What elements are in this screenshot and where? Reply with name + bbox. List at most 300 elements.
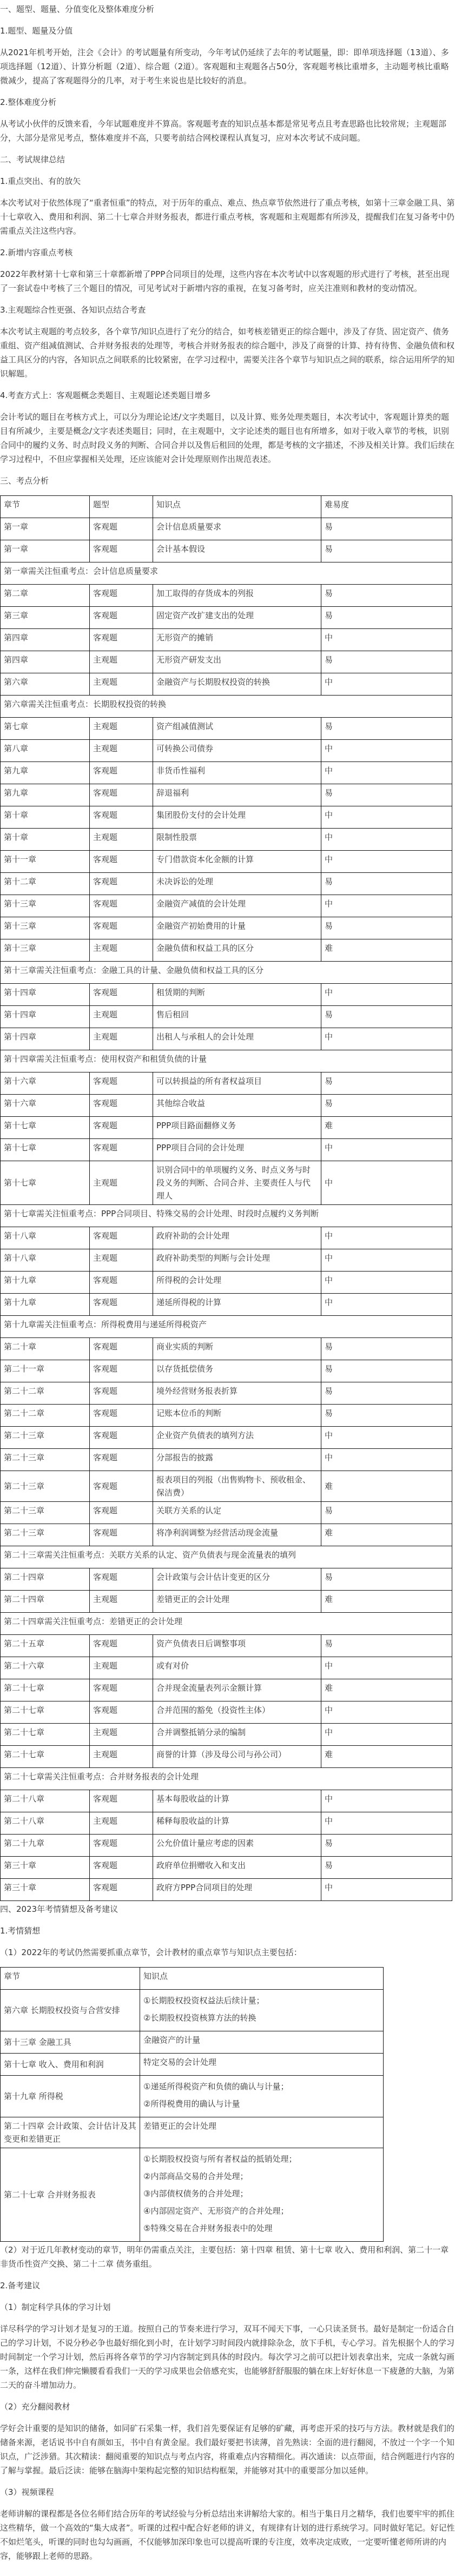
table-header-row xyxy=(1,496,452,518)
chapter-cell: 第二十一章 xyxy=(1,1360,90,1382)
knowledge-points-cell xyxy=(140,2148,384,2242)
chapter-cell: 第十二章 xyxy=(1,873,90,895)
table-row xyxy=(1,1382,452,1405)
knowledge-points-cell xyxy=(140,2054,384,2076)
difficulty-cell: 中 xyxy=(321,1427,452,1449)
difficulty-cell: 易 xyxy=(321,585,452,607)
table-row xyxy=(1,1502,452,1524)
subsection-title: （2）充分翻阅教材 xyxy=(0,2402,70,2412)
type-cell: 客观题 xyxy=(90,1427,153,1449)
difficulty-cell: 易 xyxy=(321,1382,452,1405)
knowledge-point-cell: 资产负债表日后调整事项 xyxy=(153,1635,321,1657)
type-cell: 客观题 xyxy=(90,1405,153,1427)
knowledge-point-cell: 将净利润调整为经营活动现金流量 xyxy=(153,1524,321,1546)
chapter-cell: 第十三章 xyxy=(1,895,90,917)
chapter-cell: 第二十四章 会计政策、会计估计及其变更和差错更正 xyxy=(1,2117,140,2148)
table-row xyxy=(1,673,452,696)
table-row xyxy=(1,2117,384,2148)
chapter-cell: 第二十八章 xyxy=(1,1790,90,1812)
difficulty-cell: 难 xyxy=(321,1746,452,1768)
difficulty-cell: 中 xyxy=(321,1139,452,1161)
section-title: 四、2023年考情猜想及备考建议 xyxy=(0,1904,118,1914)
type-cell: 客观题 xyxy=(90,1835,153,1857)
column-header: 章节 xyxy=(1,1968,140,1990)
knowledge-point: ⑤特殊交易在合并财务报表中的处理 xyxy=(143,2223,273,2233)
paragraph: （1）2022年的考试仍然需要抓重点章节，会计教材的重点章节与知识点主要包括： xyxy=(0,1948,302,1957)
table-row xyxy=(1,1812,452,1835)
difficulty-cell: 中 xyxy=(321,1790,452,1812)
type-cell: 客观题 xyxy=(90,1701,153,1724)
table-row xyxy=(1,651,452,673)
focus-note: 第二十七章需关注恒重考点：合并财务报表的会计处理 xyxy=(1,1768,452,1790)
chapter-cell: 第九章 xyxy=(1,784,90,806)
focus-note-row xyxy=(1,1546,452,1568)
knowledge-points-cell xyxy=(140,1990,384,2031)
difficulty-cell: 易 xyxy=(321,1568,452,1591)
focus-note-row xyxy=(1,562,452,585)
table-row xyxy=(1,1338,452,1360)
chapter-cell: 第二十八章 xyxy=(1,1812,90,1835)
chapter-cell: 第十四章 xyxy=(1,1028,90,1050)
table-row xyxy=(1,607,452,629)
difficulty-cell: 易 xyxy=(321,1857,452,1879)
difficulty-cell: 中 xyxy=(321,1294,452,1316)
type-cell: 客观题 xyxy=(90,873,153,895)
difficulty-cell: 中 xyxy=(321,1701,452,1724)
knowledge-point: ②所得税费用的确认与计量 xyxy=(143,2099,240,2109)
chapter-cell: 第四章 xyxy=(1,629,90,651)
type-cell: 主观题 xyxy=(90,651,153,673)
table-row xyxy=(1,2031,384,2054)
knowledge-point-cell: 会计政策与会计估计变更的区分 xyxy=(153,1568,321,1591)
focus-note: 第二十四章需关注恒重考点：差错更正的会计处理 xyxy=(1,1613,452,1635)
table-row xyxy=(1,1790,452,1812)
knowledge-point-cell: 金融资产初始费用的计量 xyxy=(153,917,321,939)
knowledge-point-cell: PPP项目合同的会计处理 xyxy=(153,1139,321,1161)
knowledge-point-cell: 辞退福利 xyxy=(153,784,321,806)
type-cell: 客观题 xyxy=(90,917,153,939)
chapter-cell: 第十九章 xyxy=(1,1294,90,1316)
knowledge-point-cell: 无形资产的摊销 xyxy=(153,629,321,651)
knowledge-point-cell: 分部报告的披露 xyxy=(153,1449,321,1471)
knowledge-point-cell: 境外经营财务报表折算 xyxy=(153,1382,321,1405)
column-header: 章节 xyxy=(1,496,90,518)
chapter-cell: 第二十七章 xyxy=(1,1746,90,1768)
type-cell: 客观题 xyxy=(90,1382,153,1405)
knowledge-point-cell: 记账本位币的判断 xyxy=(153,1405,321,1427)
chapter-cell: 第二十二章 xyxy=(1,1405,90,1427)
subsection-title: （1）制定科学具体的学习计划 xyxy=(0,2302,111,2312)
type-cell: 客观题 xyxy=(90,540,153,562)
chapter-cell: 第十九章 所得税 xyxy=(1,2076,140,2117)
chapter-cell: 第九章 xyxy=(1,762,90,784)
focus-note-row xyxy=(1,696,452,718)
table-row xyxy=(1,629,452,651)
paragraph: 2022年教材第十七章和第三十章都新增了PPP合同项目的处理，这些内容在本次考试中以客观题的形式进行了考核，甚至出现了一套试卷中考核了三个题目的情况，可见考试对于新增内容的重视，在复习备考时，应关注准则和教材的变动情况。 xyxy=(0,269,450,293)
column-header: 难易度 xyxy=(321,496,452,518)
table-row xyxy=(1,1724,452,1746)
subsection-title: 1.考情猜想 xyxy=(0,1926,41,1936)
difficulty-cell: 易 xyxy=(321,1095,452,1117)
paragraph: 老师讲解的课程都是各位名师们结合历年的考试经验与分析总结出来讲解给大家的。相当于集日月之精华，我们也要牢牢的抓住这些精华，做一个高效的“集大成者”。听课的过程中配合好老师的讲义，有规律有计划的进行系统学习。同时做好笔记。好记性不如烂笔头，听课的同时也勾勾画画，不仅能够加深印象也可以提高听课的专注度，效率决定成败，一定要听懂老师所讲的内容，能够跟上老师的思路。 xyxy=(0,2509,455,2561)
knowledge-point-cell: 识别合同中的单项履约义务、时点义务与时段义务的判断、合同合并、主要责任人与代理人 xyxy=(153,1161,321,1205)
knowledge-point-cell: 未决诉讼的处理 xyxy=(153,873,321,895)
type-cell: 客观题 xyxy=(90,762,153,784)
table-row xyxy=(1,1272,452,1294)
difficulty-cell: 中 xyxy=(321,673,452,696)
focus-note-row xyxy=(1,1316,452,1338)
knowledge-point-cell: 合并调整抵销分录的编制 xyxy=(153,1724,321,1746)
knowledge-point-cell: 商业实质的判断 xyxy=(153,1338,321,1360)
knowledge-point-cell: 售后租回 xyxy=(153,1006,321,1028)
subsection-title: 2.新增内容重点考核 xyxy=(0,248,73,257)
difficulty-cell: 中 xyxy=(321,1812,452,1835)
section-title: 二、考试规律总结 xyxy=(0,155,65,164)
table-row xyxy=(1,939,452,962)
table-row xyxy=(1,1857,452,1879)
table-row xyxy=(1,540,452,562)
difficulty-cell: 中 xyxy=(321,1161,452,1205)
table-row xyxy=(1,1746,452,1768)
subsection-title: 1.重点突出、有的放矢 xyxy=(0,176,81,186)
chapter-cell: 第十三章 金融工具 xyxy=(1,2031,140,2054)
knowledge-point-cell: 固定资产改扩建支出的处理 xyxy=(153,607,321,629)
knowledge-point-cell: 公允价值计量应考虑的因素 xyxy=(153,1835,321,1857)
table-row xyxy=(1,1835,452,1857)
type-cell: 客观题 xyxy=(90,1679,153,1701)
chapter-cell: 第二十七章 xyxy=(1,1724,90,1746)
type-cell: 主观题 xyxy=(90,939,153,962)
table-row xyxy=(1,1360,452,1382)
difficulty-cell: 中 xyxy=(321,1249,452,1272)
difficulty-cell: 难 xyxy=(321,1591,452,1613)
focus-note-row xyxy=(1,1768,452,1790)
table-row xyxy=(1,1117,452,1139)
difficulty-cell: 易 xyxy=(321,1360,452,1382)
knowledge-point-cell: 政府单位捐赠收入和支出 xyxy=(153,1857,321,1879)
type-cell: 客观题 xyxy=(90,1338,153,1360)
chapter-cell: 第十六章 xyxy=(1,1095,90,1117)
type-cell: 客观题 xyxy=(90,1568,153,1591)
difficulty-cell: 中 xyxy=(321,829,452,851)
difficulty-cell: 难 xyxy=(321,1117,452,1139)
difficulty-cell: 易 xyxy=(321,873,452,895)
knowledge-point: ①长期股权投资权益法后续计量； xyxy=(143,1996,265,2005)
paragraph: 从考试小伙伴的反馈来看，今年试题难度并不算高。客观题考查的知识点基本都是常见考点且考查思路也比较常规；主观题部分，大部分是常见考点，整体难度并不高，只要考前结合网校课程认真复习，应对本次考试不成问题。 xyxy=(0,119,447,143)
table-row xyxy=(1,1568,452,1591)
chapter-cell: 第二十七章 xyxy=(1,1701,90,1724)
difficulty-cell: 难 xyxy=(321,1471,452,1502)
table-row xyxy=(1,1072,452,1095)
knowledge-point-cell: 金融资产减值的会计处理 xyxy=(153,895,321,917)
chapter-cell: 第十八章 xyxy=(1,1249,90,1272)
type-cell: 主观题 xyxy=(90,1724,153,1746)
subsection-title: 2.备考建议 xyxy=(0,2281,41,2290)
table-row xyxy=(1,895,452,917)
knowledge-points-cell xyxy=(140,2117,384,2148)
difficulty-cell: 易 xyxy=(321,784,452,806)
table-row xyxy=(1,1701,452,1724)
knowledge-point-cell: 以存货抵偿债务 xyxy=(153,1360,321,1382)
table-row xyxy=(1,2076,384,2117)
table-row xyxy=(1,1028,452,1050)
chapter-cell: 第十一章 xyxy=(1,851,90,873)
difficulty-cell: 中 xyxy=(321,762,452,784)
knowledge-point-cell: 加工取得的存货成本的列报 xyxy=(153,585,321,607)
paragraph: 详尽科学的学习计划才是复习的王道。按照自己的节奏来进行学习，双耳不闻天下事，一心只读圣贤书。最好是制定一份适合自己的学习计划，不说分秒必争也最好细化到小时，在计划学习时间段内就排除杂念，放下手机，专心学习。首先根据个人的学习时间制定一个学习计划，然后再将各章节的学习内容制定到具体的时段内。每次学习之前可以把计划表拿出来，完成一条就勾画一条，这样在我们伸完懒腰看看我们一天的学习成果也会倍感充实，也能够舒舒服服的躺在床上好好休息一下疲惫的大脑，为第二天的奋斗增加动力。 xyxy=(0,2324,455,2390)
table-row xyxy=(1,1006,452,1028)
knowledge-point-cell: 其他综合收益 xyxy=(153,1095,321,1117)
table-row xyxy=(1,1990,384,2031)
type-cell: 客观题 xyxy=(90,518,153,540)
knowledge-point: 特定交易的会计处理 xyxy=(143,2057,217,2067)
chapter-cell: 第二十四章 xyxy=(1,1568,90,1591)
table-row xyxy=(1,873,452,895)
table-row xyxy=(1,1449,452,1471)
difficulty-cell: 中 xyxy=(321,1657,452,1679)
knowledge-point-cell: 差错更正的会计处理 xyxy=(153,1591,321,1613)
knowledge-point-cell: 商誉的计算（涉及母公司与孙公司） xyxy=(153,1746,321,1768)
focus-note: 第十七章需关注恒重考点：PPP合同项目、特殊交易的会计处理、时段时点履约义务判断 xyxy=(1,1205,452,1227)
difficulty-cell: 易 xyxy=(321,1835,452,1857)
difficulty-cell: 易 xyxy=(321,718,452,740)
focus-note: 第二十三章需关注恒重考点：关联方关系的认定、资产负债表与现金流量表的填列 xyxy=(1,1546,452,1568)
difficulty-cell: 易 xyxy=(321,651,452,673)
type-cell: 客观题 xyxy=(90,1360,153,1382)
chapter-cell: 第十七章 xyxy=(1,1139,90,1161)
type-cell: 客观题 xyxy=(90,984,153,1006)
chapter-cell: 第十三章 xyxy=(1,917,90,939)
chapter-cell: 第十七章 收入、费用和利润 xyxy=(1,2054,140,2076)
knowledge-point-cell: 合并范围的豁免（投资性主体） xyxy=(153,1701,321,1724)
knowledge-point-cell: 出租人与承租人的会计处理 xyxy=(153,1028,321,1050)
section-title: 三、考点分析 xyxy=(0,476,49,486)
chapter-cell: 第二十三章 xyxy=(1,1502,90,1524)
subsection-title: 2.整体难度分析 xyxy=(0,97,57,107)
knowledge-point-cell: 关联方关系的认定 xyxy=(153,1502,321,1524)
type-cell: 客观题 xyxy=(90,1294,153,1316)
table-row xyxy=(1,784,452,806)
table-row xyxy=(1,829,452,851)
column-header: 知识点 xyxy=(140,1968,384,1990)
knowledge-point-cell: 租赁期的判断 xyxy=(153,984,321,1006)
table-row xyxy=(1,1139,452,1161)
type-cell: 客观题 xyxy=(90,806,153,829)
key-chapters-table xyxy=(0,1967,384,2242)
difficulty-cell: 难 xyxy=(321,1679,452,1701)
chapter-cell: 第二十三章 xyxy=(1,1449,90,1471)
knowledge-point-cell: 所得税的会计处理 xyxy=(153,1272,321,1294)
table-row xyxy=(1,2148,384,2242)
chapter-cell: 第六章 xyxy=(1,673,90,696)
difficulty-cell: 中 xyxy=(321,1227,452,1249)
difficulty-cell: 易 xyxy=(321,540,452,562)
focus-note: 第十四章需关注恒重考点：使用权资产和租赁负债的计量 xyxy=(1,1050,452,1072)
focus-note: 第十九章需关注恒重考点：所得税费用与递延所得税资产 xyxy=(1,1316,452,1338)
type-cell: 客观题 xyxy=(90,1524,153,1546)
chapter-cell: 第三章 xyxy=(1,607,90,629)
knowledge-point-cell: 资产组减值测试 xyxy=(153,718,321,740)
chapter-cell: 第二十三章 xyxy=(1,1524,90,1546)
type-cell: 主观题 xyxy=(90,1657,153,1679)
exam-points-table xyxy=(0,495,452,1901)
difficulty-cell: 易 xyxy=(321,1502,452,1524)
type-cell: 主观题 xyxy=(90,1746,153,1768)
knowledge-point-cell: 会计基本假设 xyxy=(153,540,321,562)
table-row xyxy=(1,1427,452,1449)
column-header: 题型 xyxy=(90,496,153,518)
type-cell: 客观题 xyxy=(90,1879,153,1901)
difficulty-cell: 难 xyxy=(321,939,452,962)
chapter-cell: 第十章 xyxy=(1,806,90,829)
table-row xyxy=(1,2054,384,2076)
knowledge-point-cell: 稀释每股收益的计算 xyxy=(153,1812,321,1835)
difficulty-cell: 中 xyxy=(321,895,452,917)
type-cell: 客观题 xyxy=(90,1072,153,1095)
difficulty-cell: 中 xyxy=(321,629,452,651)
difficulty-cell: 易 xyxy=(321,1006,452,1028)
paragraph: 本次考试对于依然体现了“重者恒重”的特点，对于历年的重点、难点、热点章节依然进行了重点考核，如第十三章金融工具、第十七章收入、费用和利润、第二十七章合并财务报表，都进行重点考核，客观题和主观题都有所涉及，提醒我们在复习备考中仍需重点关注这些内容。 xyxy=(0,198,455,236)
knowledge-point-cell: 非货币性福利 xyxy=(153,762,321,784)
table-row xyxy=(1,1249,452,1272)
chapter-cell: 第十六章 xyxy=(1,1072,90,1095)
knowledge-points-cell xyxy=(140,2031,384,2054)
knowledge-point-cell: 基本每股收益的计算 xyxy=(153,1790,321,1812)
table-row xyxy=(1,1294,452,1316)
table-header-row xyxy=(1,1968,384,1990)
chapter-cell: 第二十三章 xyxy=(1,1471,90,1502)
knowledge-point-cell: PPP项目路面翻修义务 xyxy=(153,1117,321,1139)
chapter-cell: 第八章 xyxy=(1,740,90,762)
paragraph: 本次考试主观题的考点较多，各个章节/知识点进行了充分的结合，如考核差错更正的综合题中，涉及了存货、固定资产、债务重组、资产组减值测试、合并财务报表的处理等，考核合并财务报表的综合题中，涉及了商誉的计算、持有待售、金融负债和权益工具区分的内容，各知识点之间联系的比较紧密，在学习过程中，需要关注各个章节与知识点之间的联系，综合运用所学的知识解题。 xyxy=(0,327,455,379)
type-cell: 主观题 xyxy=(90,740,153,762)
chapter-cell: 第二十四章 xyxy=(1,1591,90,1613)
difficulty-cell: 中 xyxy=(321,1879,452,1901)
chapter-cell: 第二十七章 合并财务报表 xyxy=(1,2148,140,2242)
focus-note: 第一章需关注恒重考点：会计信息质量要求 xyxy=(1,562,452,585)
table-row xyxy=(1,1657,452,1679)
knowledge-point-cell: 政府补助的会计处理 xyxy=(153,1227,321,1249)
difficulty-cell: 易 xyxy=(321,1072,452,1095)
table-row xyxy=(1,585,452,607)
type-cell: 主观题 xyxy=(90,1249,153,1272)
knowledge-point-cell: 或有对价 xyxy=(153,1657,321,1679)
chapter-cell: 第十七章 xyxy=(1,1161,90,1205)
table-row xyxy=(1,984,452,1006)
table-row xyxy=(1,1405,452,1427)
type-cell: 客观题 xyxy=(90,1139,153,1161)
chapter-cell: 第二十九章 xyxy=(1,1835,90,1857)
table-row xyxy=(1,806,452,829)
difficulty-cell: 中 xyxy=(321,1272,452,1294)
type-cell: 客观题 xyxy=(90,1471,153,1502)
type-cell: 客观题 xyxy=(90,1227,153,1249)
type-cell: 主观题 xyxy=(90,1028,153,1050)
column-header: 知识点 xyxy=(153,496,321,518)
chapter-cell: 第十四章 xyxy=(1,984,90,1006)
knowledge-point: ③内部债权债务的合并处理； xyxy=(143,2189,248,2198)
type-cell: 主观题 xyxy=(90,673,153,696)
knowledge-point-cell: 金融负债和权益工具的区分 xyxy=(153,939,321,962)
chapter-cell: 第二十六章 xyxy=(1,1657,90,1679)
table-row xyxy=(1,1227,452,1249)
table-row xyxy=(1,518,452,540)
chapter-cell: 第七章 xyxy=(1,718,90,740)
type-cell: 客观题 xyxy=(90,585,153,607)
type-cell: 客观题 xyxy=(90,1635,153,1657)
type-cell: 主观题 xyxy=(90,1812,153,1835)
knowledge-point-cell: 会计信息质量要求 xyxy=(153,518,321,540)
type-cell: 客观题 xyxy=(90,1502,153,1524)
knowledge-point-cell: 报表项目的列报（出售购物卡、预收租金、保洁费） xyxy=(153,1471,321,1502)
knowledge-point-cell: 递延所得税的计算 xyxy=(153,1294,321,1316)
chapter-cell: 第一章 xyxy=(1,540,90,562)
difficulty-cell: 易 xyxy=(321,518,452,540)
chapter-cell: 第一章 xyxy=(1,518,90,540)
knowledge-point-cell: 合并现金流量表列示金额计算 xyxy=(153,1679,321,1701)
paragraph: 从2021年机考开始，注会《会计》的考试题量有所变动，今年考试仍延续了去年的考试题量，即：即单项选择题（13道）、多项选择题（12道）、计算分析题（2道）、综合题（2道）。客观题和主观题各占50分，客观题考核比重增多，主动题考核比重略微减少，提高了客观题得分的几率，对于考生来说也是比较好的消息。 xyxy=(0,48,449,85)
type-cell: 客观题 xyxy=(90,895,153,917)
knowledge-point-cell: 政府补助类型的判断与会计处理 xyxy=(153,1249,321,1272)
difficulty-cell: 易 xyxy=(321,607,452,629)
table-row xyxy=(1,740,452,762)
table-row xyxy=(1,1679,452,1701)
knowledge-point-cell: 政府方PPP合同项目的处理 xyxy=(153,1879,321,1901)
paragraph: 学好会计重要的是知识的储备，如同矿石采集一样，我们首先要保证有足够的矿藏，再考虑开采的技巧与方法。教材就是我们的储备来源，老话说书中自有颜如玉，书中自有黄金屋。我们最好要把书读薄，首先熟读：全面的进行翻阅，不放过一个字一个知识点，广泛涉猎。其次精读：翻阅重要的知识点与考点内容，将重难点内容精细化。再次通读：以点带面，结合例题进行内容的了解与掌握。最后泛读：能够在脑海中架构起完整的知识结构框架，并能够对其中的重要部分加以延伸。 xyxy=(0,2423,455,2475)
chapter-cell: 第二十三章 xyxy=(1,1427,90,1449)
subsection-title: 4.考查方式上：客观题概念类题目、主观题论述类题目增多 xyxy=(0,390,211,400)
difficulty-cell: 中 xyxy=(321,740,452,762)
chapter-cell: 第四章 xyxy=(1,651,90,673)
knowledge-point: 差错更正的会计处理 xyxy=(143,2121,217,2131)
chapter-cell: 第二十章 xyxy=(1,1338,90,1360)
focus-note-row xyxy=(1,962,452,984)
paragraph: 会计考试的题目在考核方式上，可以分为理论论述/文字类题目，以及计算、账务处理类题目，本次考试中，客观题计算类的题目有所减少，主要是概念/文字表述类题目；同时，在主观题中，文字论述类的题目也有所增多，如对于收入章节的考核，识别合同中的履约义务、时点时段义务的判断、合同合并以及售后租回的处理，都是考核的文字描述，不涉及相关计算。我们后续在学习过程中，不但应掌握相关处理，还应该能对会计处理原则作出规范表述。 xyxy=(0,412,455,464)
difficulty-cell: 中 xyxy=(321,1449,452,1471)
difficulty-cell: 中 xyxy=(321,1724,452,1746)
table-row xyxy=(1,762,452,784)
knowledge-point: 金融资产的计量 xyxy=(143,2035,201,2045)
focus-note-row xyxy=(1,1050,452,1072)
type-cell: 客观题 xyxy=(90,1095,153,1117)
difficulty-cell: 难 xyxy=(321,1524,452,1546)
focus-note-row xyxy=(1,1205,452,1227)
type-cell: 客观题 xyxy=(90,607,153,629)
subsection-title: 3.主观题综合性更强、各知识点结合考查 xyxy=(0,305,146,315)
table-row xyxy=(1,1635,452,1657)
chapter-cell: 第二十五章 xyxy=(1,1635,90,1657)
difficulty-cell: 易 xyxy=(321,1338,452,1360)
difficulty-cell: 易 xyxy=(321,1635,452,1657)
knowledge-point: ①长期股权投资与所有者权益的抵销处理； xyxy=(143,2154,297,2164)
table-row xyxy=(1,1471,452,1502)
subsection-title: 1.题型、题量及分值 xyxy=(0,26,73,36)
knowledge-point: ①递延所得税资产和负债的确认与计量； xyxy=(143,2082,289,2091)
type-cell: 客观题 xyxy=(90,1449,153,1471)
chapter-cell: 第十章 xyxy=(1,829,90,851)
table-row xyxy=(1,851,452,873)
knowledge-point: ②内部商品交易的合并处理； xyxy=(143,2171,248,2181)
difficulty-cell: 易 xyxy=(321,1405,452,1427)
table-row xyxy=(1,1591,452,1613)
type-cell: 主观题 xyxy=(90,1006,153,1028)
type-cell: 客观题 xyxy=(90,1272,153,1294)
type-cell: 客观题 xyxy=(90,629,153,651)
paragraph: （2）对于近几年教材变动的章节，明年仍需重点关注，主要包括：第十四章 租赁、第十七章 收入、费用和利润、第二十一章 非货币性资产交换、第二十二章 债务重组。 xyxy=(0,2245,449,2269)
table-row xyxy=(1,1161,452,1205)
difficulty-cell: 中 xyxy=(321,806,452,829)
table-row xyxy=(1,1095,452,1117)
